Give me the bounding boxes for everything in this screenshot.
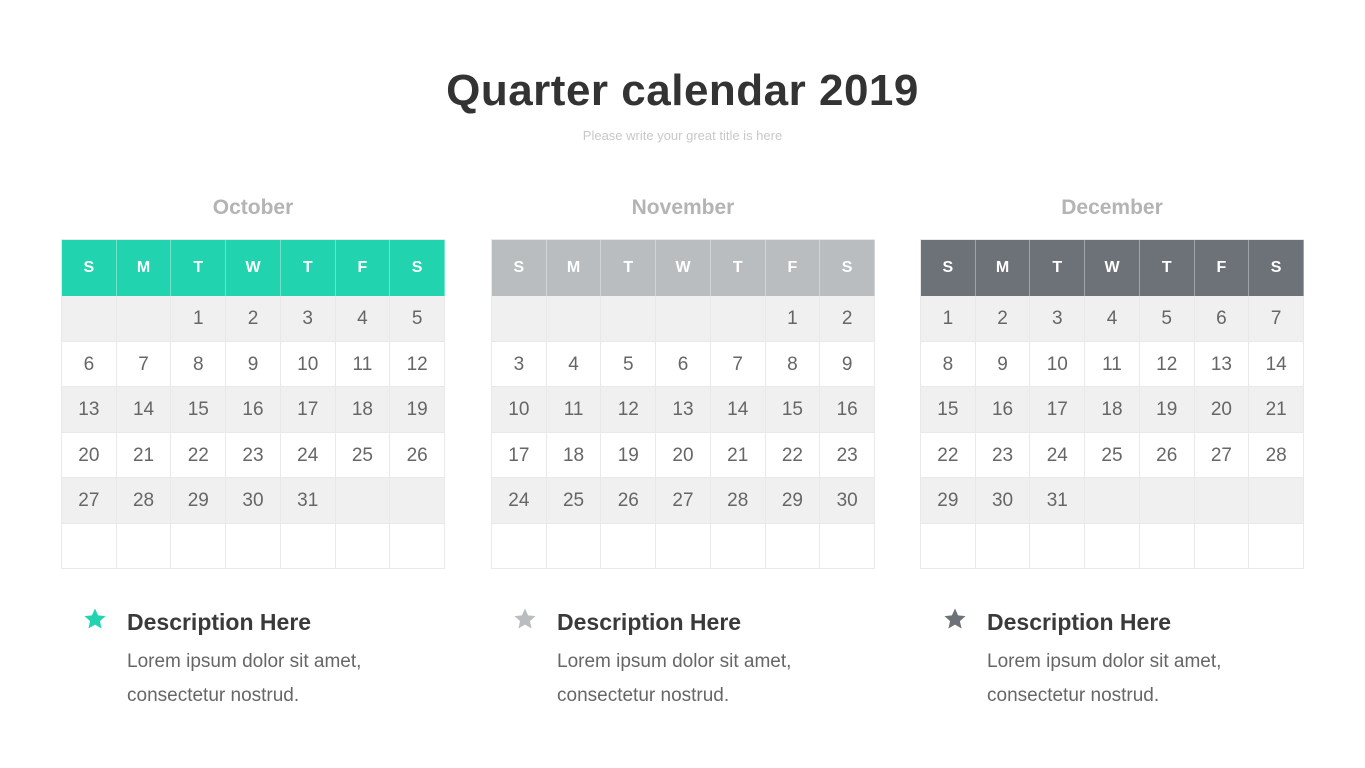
empty-day-cell <box>921 524 976 570</box>
empty-day-cell <box>601 524 656 570</box>
day-cell: 19 <box>390 387 445 433</box>
empty-day-cell <box>1140 478 1195 524</box>
weekday-header: M <box>976 240 1031 296</box>
day-cell: 25 <box>336 433 391 479</box>
day-cell: 8 <box>171 342 226 388</box>
day-cell: 26 <box>1140 433 1195 479</box>
empty-day-cell <box>601 296 656 342</box>
day-cell: 5 <box>390 296 445 342</box>
empty-day-cell <box>1085 524 1140 570</box>
day-cell: 13 <box>656 387 711 433</box>
day-cell: 10 <box>492 387 547 433</box>
weekday-header: F <box>336 240 391 296</box>
day-cell: 1 <box>171 296 226 342</box>
day-cell: 11 <box>336 342 391 388</box>
weekday-header: W <box>1085 240 1140 296</box>
day-cell: 29 <box>921 478 976 524</box>
weekday-header: S <box>62 240 117 296</box>
day-cell: 30 <box>226 478 281 524</box>
calendar-october <box>61 193 445 511</box>
description-line: consectetur nostrud. <box>987 685 1160 706</box>
day-cell: 6 <box>1195 296 1250 342</box>
day-cell: 2 <box>226 296 281 342</box>
description-title: Description Here <box>127 609 312 635</box>
day-cell: 16 <box>976 387 1031 433</box>
month-title: November <box>631 196 735 219</box>
star-icon <box>513 607 537 631</box>
day-cell: 12 <box>1140 342 1195 388</box>
empty-day-cell <box>226 524 281 570</box>
day-cell: 26 <box>390 433 445 479</box>
day-cell: 6 <box>656 342 711 388</box>
weekday-header: S <box>390 240 445 296</box>
empty-day-cell <box>492 524 547 570</box>
day-cell: 16 <box>820 387 875 433</box>
empty-day-cell <box>711 296 766 342</box>
day-cell: 29 <box>171 478 226 524</box>
day-cell: 9 <box>976 342 1031 388</box>
weekday-header: T <box>601 240 656 296</box>
empty-day-cell <box>820 524 875 570</box>
calendar-grid <box>61 239 445 569</box>
weekday-header: M <box>547 240 602 296</box>
day-cell: 31 <box>1030 478 1085 524</box>
day-cell: 17 <box>492 433 547 479</box>
day-cell: 26 <box>601 478 656 524</box>
description-line: Lorem ipsum dolor sit amet, <box>557 651 792 672</box>
day-cell: 8 <box>766 342 821 388</box>
day-cell: 7 <box>1249 296 1304 342</box>
day-cell: 4 <box>547 342 602 388</box>
empty-day-cell <box>1195 524 1250 570</box>
day-cell: 22 <box>171 433 226 479</box>
day-cell: 24 <box>492 478 547 524</box>
empty-day-cell <box>390 478 445 524</box>
day-cell: 12 <box>390 342 445 388</box>
day-cell: 14 <box>117 387 172 433</box>
day-cell: 4 <box>336 296 391 342</box>
empty-day-cell <box>1030 524 1085 570</box>
empty-day-cell <box>766 524 821 570</box>
day-cell: 21 <box>711 433 766 479</box>
day-cell: 11 <box>1085 342 1140 388</box>
weekday-header: S <box>492 240 547 296</box>
weekday-header: F <box>1195 240 1250 296</box>
day-cell: 19 <box>1140 387 1195 433</box>
empty-day-cell <box>62 524 117 570</box>
weekday-header: S <box>921 240 976 296</box>
day-cell: 22 <box>766 433 821 479</box>
empty-day-cell <box>281 524 336 570</box>
empty-day-cell <box>390 524 445 570</box>
day-cell: 24 <box>281 433 336 479</box>
day-cell: 30 <box>820 478 875 524</box>
empty-day-cell <box>656 524 711 570</box>
day-cell: 10 <box>281 342 336 388</box>
day-cell: 18 <box>336 387 391 433</box>
day-cell: 5 <box>601 342 656 388</box>
month-title: October <box>212 196 294 219</box>
day-cell: 16 <box>226 387 281 433</box>
day-cell: 21 <box>1249 387 1304 433</box>
empty-day-cell <box>976 524 1031 570</box>
weekday-header: T <box>1140 240 1195 296</box>
empty-day-cell <box>1249 524 1304 570</box>
weekday-header: T <box>281 240 336 296</box>
day-cell: 11 <box>547 387 602 433</box>
day-cell: 15 <box>766 387 821 433</box>
star-icon <box>83 607 107 631</box>
day-cell: 15 <box>921 387 976 433</box>
day-cell: 4 <box>1085 296 1140 342</box>
empty-day-cell <box>171 524 226 570</box>
day-cell: 17 <box>1030 387 1085 433</box>
day-cell: 1 <box>921 296 976 342</box>
weekday-header: S <box>820 240 875 296</box>
day-cell: 18 <box>1085 387 1140 433</box>
day-cell: 27 <box>656 478 711 524</box>
weekday-header: W <box>656 240 711 296</box>
day-cell: 21 <box>117 433 172 479</box>
day-cell: 28 <box>1249 433 1304 479</box>
empty-day-cell <box>1140 524 1195 570</box>
day-cell: 3 <box>281 296 336 342</box>
weekday-header: T <box>1030 240 1085 296</box>
weekday-header: T <box>711 240 766 296</box>
empty-day-cell <box>117 524 172 570</box>
empty-day-cell <box>1249 478 1304 524</box>
day-cell: 14 <box>1249 342 1304 388</box>
page-title: Quarter calendar 2019 <box>446 66 919 115</box>
day-cell: 25 <box>1085 433 1140 479</box>
day-cell: 20 <box>656 433 711 479</box>
description-line: consectetur nostrud. <box>557 685 730 706</box>
day-cell: 2 <box>820 296 875 342</box>
day-cell: 31 <box>281 478 336 524</box>
description-line: Lorem ipsum dolor sit amet, <box>127 651 362 672</box>
day-cell: 5 <box>1140 296 1195 342</box>
empty-day-cell <box>492 296 547 342</box>
weekday-header: T <box>171 240 226 296</box>
day-cell: 10 <box>1030 342 1085 388</box>
empty-day-cell <box>1085 478 1140 524</box>
day-cell: 12 <box>601 387 656 433</box>
empty-day-cell <box>711 524 766 570</box>
day-cell: 22 <box>921 433 976 479</box>
page-subtitle: Please write your great title is here <box>582 128 783 143</box>
description-body <box>127 645 427 713</box>
day-cell: 20 <box>1195 387 1250 433</box>
day-cell: 28 <box>117 478 172 524</box>
description-body <box>557 645 857 713</box>
day-cell: 9 <box>226 342 281 388</box>
day-cell: 20 <box>62 433 117 479</box>
day-cell: 30 <box>976 478 1031 524</box>
day-cell: 1 <box>766 296 821 342</box>
empty-day-cell <box>336 524 391 570</box>
calendar-november <box>491 193 875 511</box>
day-cell: 25 <box>547 478 602 524</box>
day-cell: 13 <box>1195 342 1250 388</box>
day-cell: 2 <box>976 296 1031 342</box>
empty-day-cell <box>547 524 602 570</box>
empty-day-cell <box>336 478 391 524</box>
empty-day-cell <box>62 296 117 342</box>
day-cell: 15 <box>171 387 226 433</box>
description-body <box>987 645 1287 713</box>
calendar-grid <box>491 239 875 569</box>
weekday-header: F <box>766 240 821 296</box>
day-cell: 24 <box>1030 433 1085 479</box>
month-title: December <box>1061 196 1163 219</box>
day-cell: 23 <box>820 433 875 479</box>
day-cell: 7 <box>711 342 766 388</box>
day-cell: 19 <box>601 433 656 479</box>
empty-day-cell <box>117 296 172 342</box>
description-title: Description Here <box>557 609 742 635</box>
calendar-december <box>920 193 1304 511</box>
day-cell: 29 <box>766 478 821 524</box>
weekday-header: M <box>117 240 172 296</box>
day-cell: 8 <box>921 342 976 388</box>
day-cell: 23 <box>226 433 281 479</box>
empty-day-cell <box>1195 478 1250 524</box>
day-cell: 27 <box>62 478 117 524</box>
day-cell: 6 <box>62 342 117 388</box>
day-cell: 18 <box>547 433 602 479</box>
day-cell: 28 <box>711 478 766 524</box>
day-cell: 7 <box>117 342 172 388</box>
description-title: Description Here <box>987 609 1172 635</box>
day-cell: 17 <box>281 387 336 433</box>
day-cell: 13 <box>62 387 117 433</box>
description-line: consectetur nostrud. <box>127 685 300 706</box>
calendar-grid <box>920 239 1304 569</box>
day-cell: 3 <box>492 342 547 388</box>
day-cell: 9 <box>820 342 875 388</box>
description-line: Lorem ipsum dolor sit amet, <box>987 651 1222 672</box>
day-cell: 3 <box>1030 296 1085 342</box>
day-cell: 23 <box>976 433 1031 479</box>
weekday-header: S <box>1249 240 1304 296</box>
empty-day-cell <box>547 296 602 342</box>
weekday-header: W <box>226 240 281 296</box>
day-cell: 14 <box>711 387 766 433</box>
day-cell: 27 <box>1195 433 1250 479</box>
star-icon <box>943 607 967 631</box>
empty-day-cell <box>656 296 711 342</box>
